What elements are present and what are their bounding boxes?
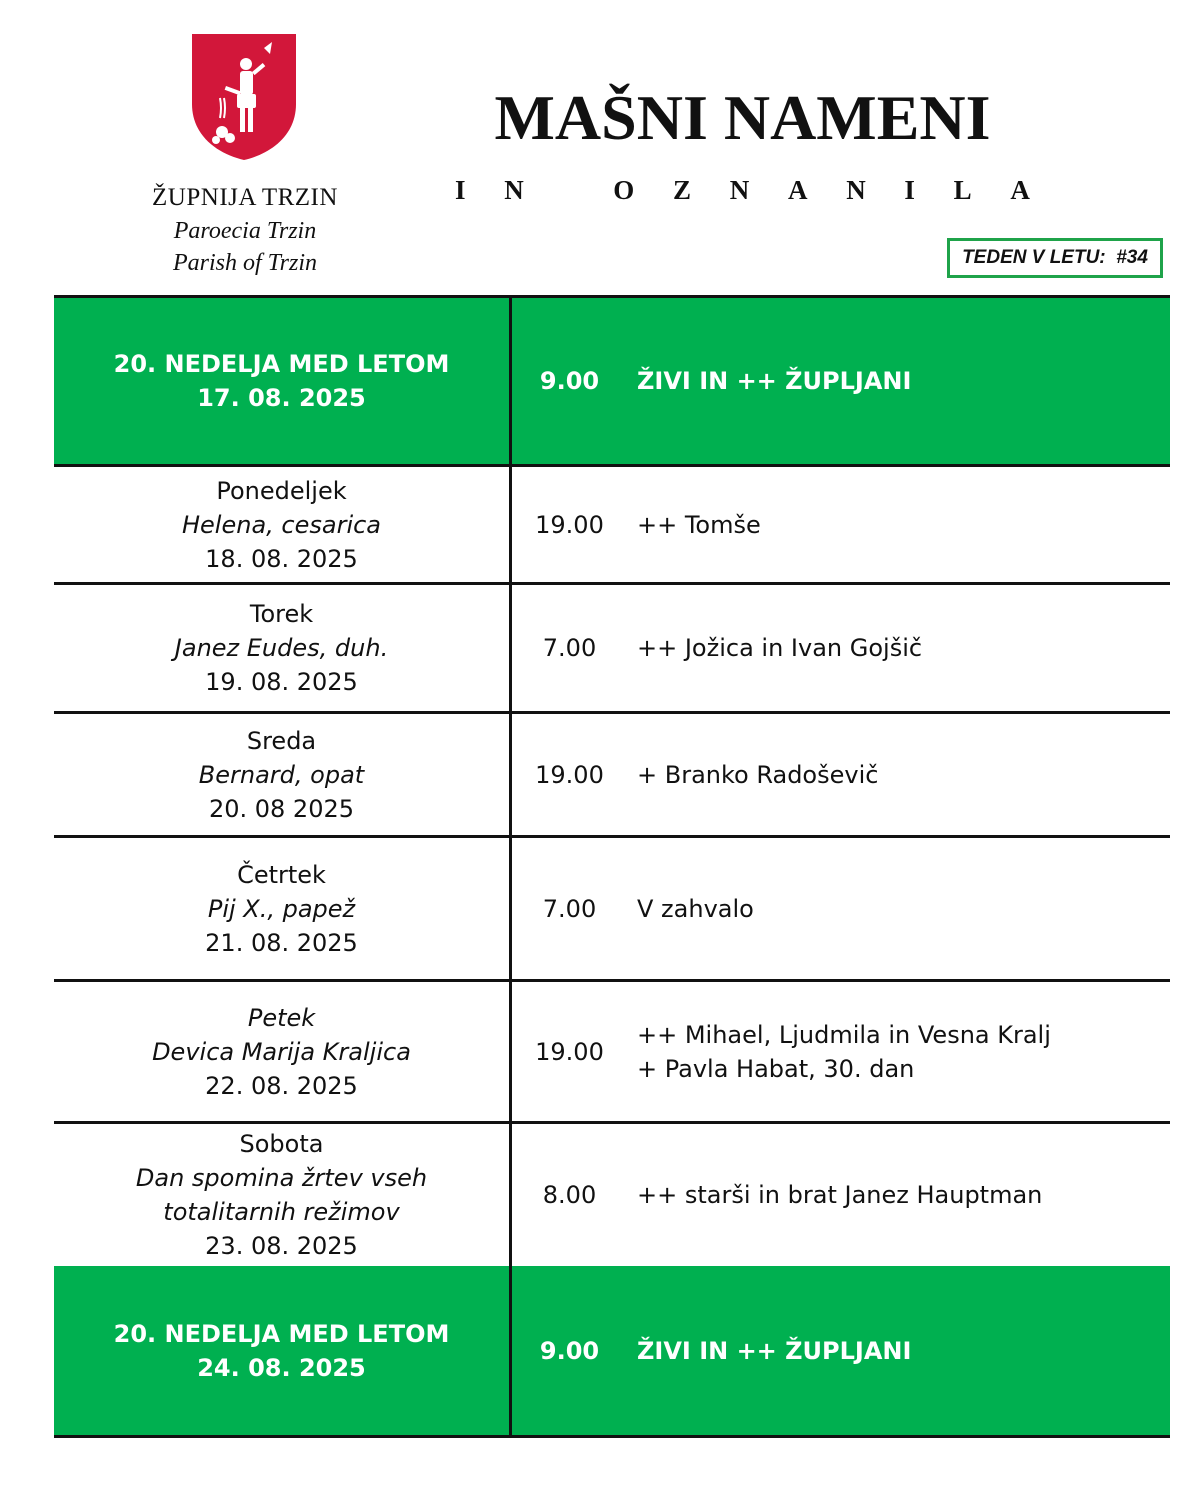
day-name: Sreda	[246, 726, 317, 755]
day-cell	[54, 838, 512, 979]
table-row	[54, 982, 1170, 1124]
mass-time: 7.00	[542, 894, 597, 923]
day-name: Ponedeljek	[216, 476, 347, 505]
day-name: Sobota	[239, 1130, 324, 1158]
table-row	[54, 714, 1170, 838]
mass-time: 19.00	[535, 510, 604, 539]
feast-name: Dan spomina žrtev vseh	[135, 1164, 428, 1192]
intention-text: ++ Jožica in Ivan Gojšič	[637, 634, 923, 662]
day-date: 19. 08. 2025	[205, 668, 358, 696]
mass-intentions-table	[54, 295, 1170, 1438]
page-subtitle	[455, 175, 1030, 206]
subtitle-letter: O	[613, 175, 635, 205]
table-row	[54, 1124, 1170, 1266]
table-row	[54, 467, 1170, 585]
day-cell	[54, 714, 512, 835]
feast-name: Bernard, opat	[198, 760, 365, 789]
day-name: Petek	[247, 1003, 316, 1032]
subtitle-letter: Z	[672, 175, 691, 205]
subtitle-letter: A	[1010, 175, 1030, 205]
day-cell	[54, 585, 512, 711]
feast-name: Devica Marija Kraljica	[152, 1037, 411, 1066]
day-cell	[54, 1266, 512, 1435]
intention-cell	[627, 838, 1170, 979]
intention-cell	[627, 585, 1170, 711]
intention-text: ++ starši in brat Janez Hauptman	[637, 1181, 1043, 1209]
subtitle-letter: N	[846, 175, 866, 205]
intention-cell	[627, 714, 1170, 835]
feast-name: totalitarnih režimov	[163, 1198, 400, 1226]
day-date: 17. 08. 2025	[197, 384, 366, 412]
intention-cell	[627, 982, 1170, 1121]
week-badge: TEDEN V LETU: #34	[947, 238, 1163, 278]
day-name: Četrtek	[237, 860, 326, 889]
mass-time: 9.00	[539, 1336, 600, 1365]
intention-text: ŽIVI IN ++ ŽUPLJANI	[637, 367, 912, 395]
mass-time: 7.00	[542, 634, 597, 662]
intention-cell	[627, 1266, 1170, 1435]
day-cell	[54, 1124, 512, 1266]
parish-crest-icon	[190, 34, 298, 160]
intention-text: ŽIVI IN ++ ŽUPLJANI	[637, 1336, 912, 1365]
day-date: 20. 08 2025	[208, 794, 355, 823]
day-cell	[54, 982, 512, 1121]
subtitle-letter: A	[787, 175, 808, 205]
day-date: 22. 08. 2025	[205, 1071, 358, 1100]
intention-cell	[627, 467, 1170, 582]
mass-time: 9.00	[539, 367, 600, 395]
day-name: Torek	[249, 600, 314, 628]
subtitle-letter: I	[904, 175, 915, 205]
day-date: 18. 08. 2025	[205, 544, 358, 573]
parish-name: ŽUPNIJA TRZIN	[152, 184, 338, 211]
table-row	[54, 1266, 1170, 1438]
feast-name: Helena, cesarica	[181, 510, 382, 539]
subtitle-letter: L	[953, 175, 972, 205]
mass-time: 19.00	[535, 760, 604, 789]
feast-name: Janez Eudes, duh.	[174, 634, 389, 662]
intention-text: ++ Tomše	[637, 510, 761, 539]
day-cell	[54, 298, 512, 464]
day-name: 20. NEDELJA MED LETOM	[113, 1319, 450, 1348]
intention-cell	[627, 298, 1170, 464]
intention-text: V zahvalo	[637, 894, 754, 923]
intention-text: ++ Mihael, Ljudmila in Vesna Kralj	[637, 1020, 1051, 1049]
feast-name: Pij X., papež	[207, 894, 356, 923]
intention-text: + Pavla Habat, 30. dan	[637, 1054, 915, 1083]
parish-latin-name: Paroecia Trzin	[173, 218, 317, 244]
day-date: 21. 08. 2025	[205, 928, 358, 957]
subtitle-letter: I	[455, 175, 466, 205]
table-row	[54, 585, 1170, 714]
table-row	[54, 295, 1170, 467]
day-cell	[54, 467, 512, 582]
subtitle-letter: N	[504, 175, 524, 205]
intention-text: + Branko Radoševič	[637, 760, 879, 789]
page-title: MAŠNI NAMENI	[494, 82, 991, 153]
table-row	[54, 838, 1170, 982]
day-date: 24. 08. 2025	[197, 1353, 366, 1382]
mass-time: 8.00	[542, 1181, 597, 1209]
parish-english-name: Parish of Trzin	[172, 250, 318, 276]
day-date: 23. 08. 2025	[205, 1232, 358, 1260]
day-name: 20. NEDELJA MED LETOM	[113, 350, 450, 378]
intention-cell	[627, 1124, 1170, 1266]
mass-time: 19.00	[535, 1037, 604, 1066]
subtitle-letter: N	[729, 175, 750, 205]
